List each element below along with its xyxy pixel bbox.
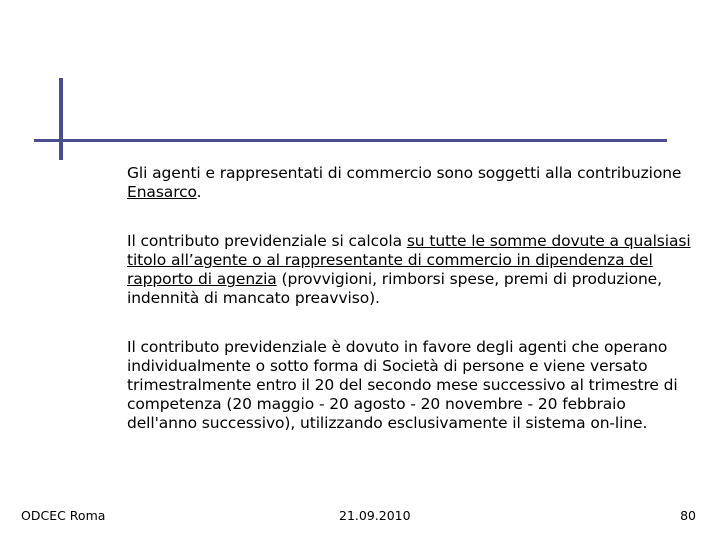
- paragraph-2-underlined: su tutte le somme dovute a qualsiasi titolo all’agente o al rappresentante di commercio in dipendenza del rapporto di agenzia: [127, 232, 691, 288]
- enasarco-term: Enasarco: [127, 183, 197, 201]
- paragraph-1-end: .: [196, 183, 202, 201]
- paragraph-2-end: (provvigioni, rimborsi spese, premi di produzione, indennità di mancato preavviso).: [127, 270, 662, 307]
- decorative-vertical-line: [59, 78, 63, 160]
- paragraph-2-text: Il contributo previdenziale si calcola: [127, 232, 407, 250]
- page-number: 80: [680, 508, 696, 523]
- slide-body: [127, 164, 697, 433]
- footer-organization: ODCEC Roma: [21, 508, 106, 523]
- paragraph-contribution-calculation: [127, 232, 697, 308]
- paragraph-enasarco: [127, 164, 697, 202]
- paragraph-1-text: Gli agenti e rappresentati di commercio sono soggetti alla contribuzione: [127, 164, 682, 182]
- footer-date: 21.09.2010: [339, 508, 411, 523]
- decorative-horizontal-line: [34, 139, 667, 142]
- paragraph-payment-terms: Il contributo previdenziale è dovuto in favore degli agenti che operano individualmente o sotto forma di Società di persone e viene versato trimestralmente entro il 20 del secondo mese successivo al trimestre di competenza (20 maggio - 20 agosto - 20 novembre - 20 febbraio dell'anno successivo), utilizzando esclusivamente il sistema on-line.: [127, 338, 678, 432]
